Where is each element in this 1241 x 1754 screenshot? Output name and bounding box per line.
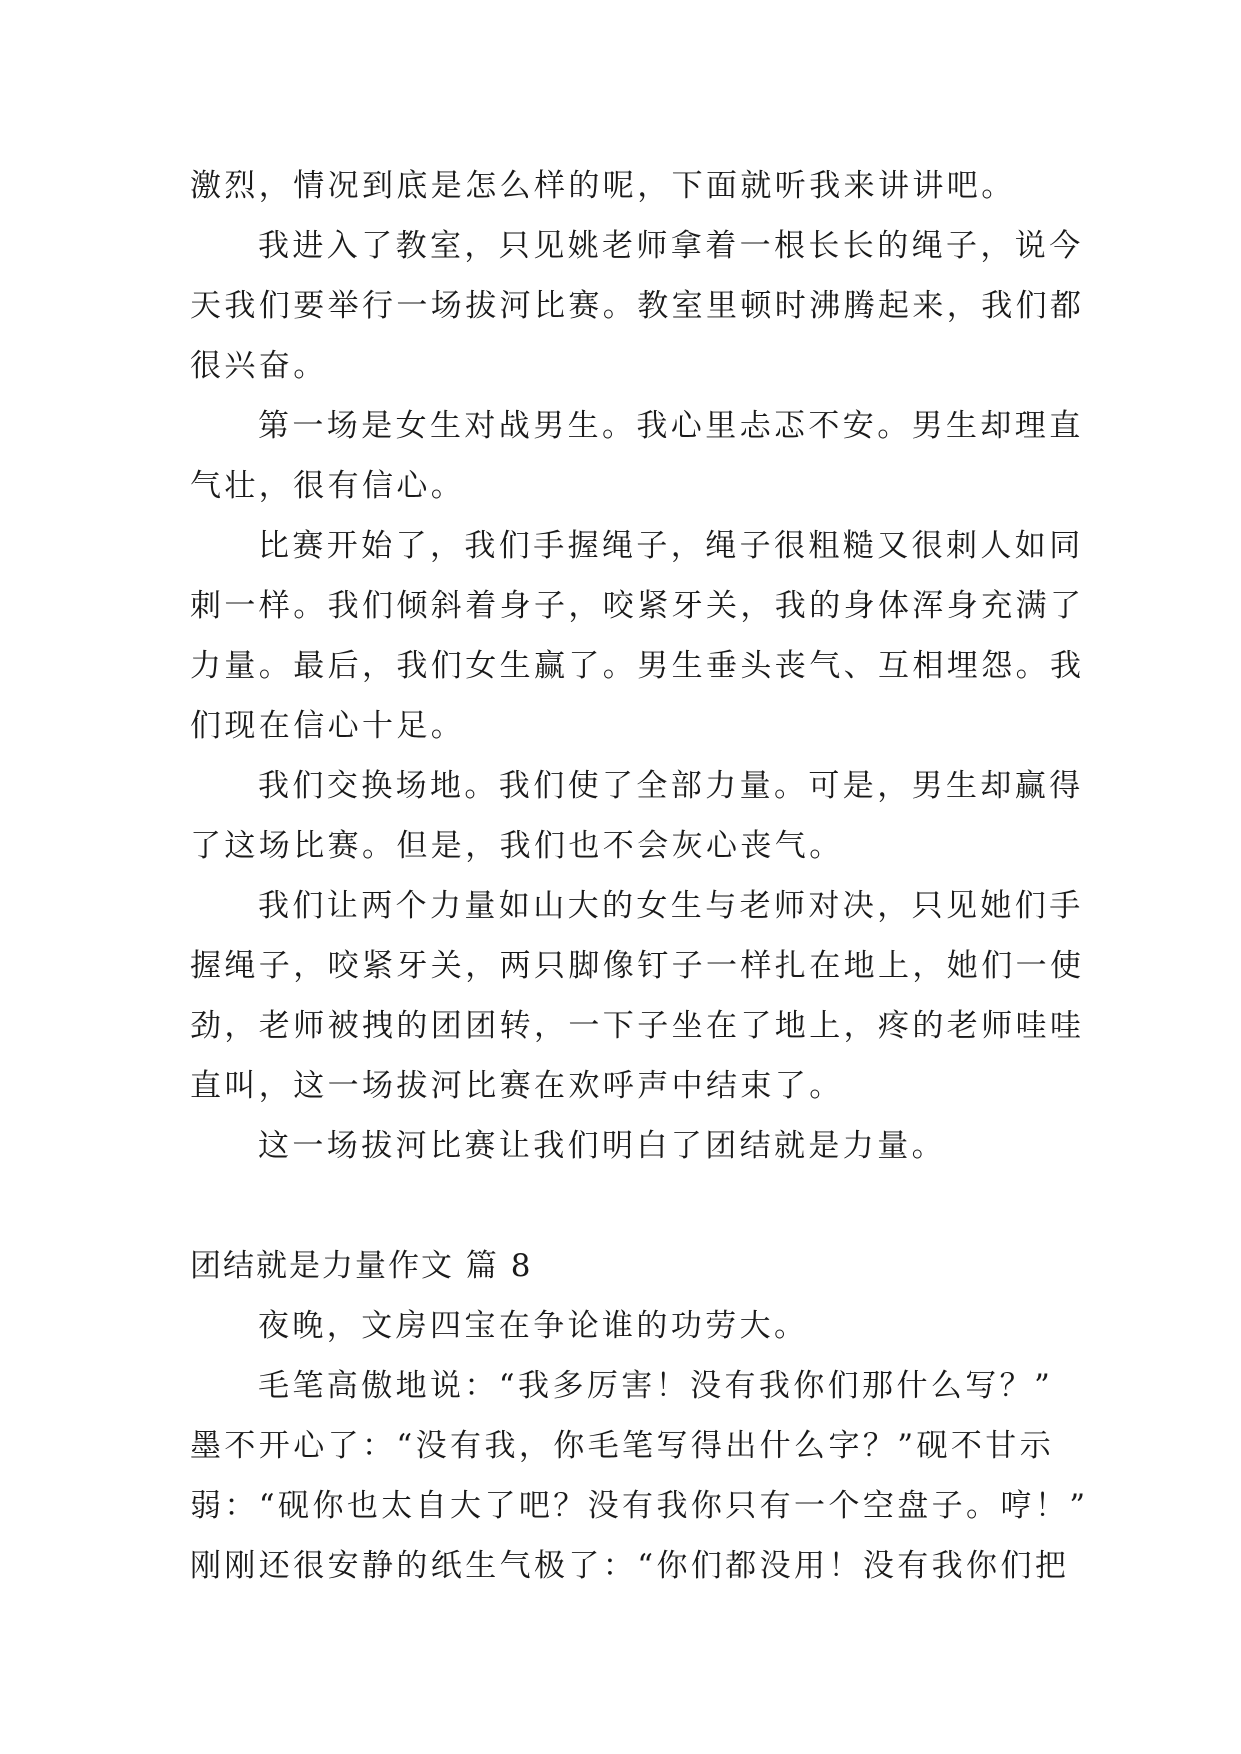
text-line: 天我们要举行一场拔河比赛。教室里顿时沸腾起来，我们都 (190, 288, 1085, 324)
text-line: 直叫，这一场拔河比赛在欢呼声中结束了。 (190, 1068, 844, 1104)
paragraph-first-line: 这一场拔河比赛让我们明白了团结就是力量。 (258, 1128, 946, 1164)
text-line: 气壮，很有信心。 (190, 468, 466, 504)
text-line: 很兴奋。 (190, 348, 328, 384)
paragraph-first-line: 我们让两个力量如山大的女生与老师对决，只见她们手 (258, 888, 1084, 924)
text-line: 劲，老师被拽的团团转，一下子坐在了地上，疼的老师哇哇 (190, 1008, 1085, 1044)
text-line: 刚刚还很安静的纸生气极了：“你们都没用！没有我你们把 (190, 1548, 1070, 1584)
paragraph-first-line: 毛笔高傲地说：“我多厉害！没有我你们那什么写？” (258, 1368, 1054, 1404)
paragraph-first-line: 我们交换场地。我们使了全部力量。可是，男生却赢得 (258, 768, 1084, 804)
text-line: 们现在信心十足。 (190, 708, 466, 744)
paragraph-first-line: 我进入了教室，只见姚老师拿着一根长长的绳子，说今 (258, 228, 1084, 264)
text-line: 握绳子，咬紧牙关，两只脚像钉子一样扎在地上，她们一使 (190, 948, 1085, 984)
section-heading: 团结就是力量作文 篇 8 (190, 1248, 533, 1284)
text-line: 墨不开心了：“没有我，你毛笔写得出什么字？”砚不甘示 (190, 1428, 1055, 1464)
paragraph-first-line: 第一场是女生对战男生。我心里忐忑不安。男生却理直 (258, 408, 1084, 444)
paragraph-first-line: 比赛开始了，我们手握绳子，绳子很粗糙又很刺人如同 (258, 528, 1084, 564)
text-line: 了这场比赛。但是，我们也不会灰心丧气。 (190, 828, 844, 864)
document-body (190, 156, 1089, 1596)
section-spacer (190, 1176, 1050, 1236)
text-line: 力量。最后，我们女生赢了。男生垂头丧气、互相埋怨。我 (190, 648, 1085, 684)
text-line: 激烈，情况到底是怎么样的呢，下面就听我来讲讲吧。 (190, 168, 1016, 204)
text-line: 刺一样。我们倾斜着身子，咬紧牙关，我的身体浑身充满了 (190, 588, 1085, 624)
paragraph-first-line: 夜晚，文房四宝在争论谁的功劳大。 (258, 1308, 809, 1344)
text-line: 弱：“砚你也太自大了吧？没有我你只有一个空盘子。哼！” (190, 1488, 1089, 1524)
